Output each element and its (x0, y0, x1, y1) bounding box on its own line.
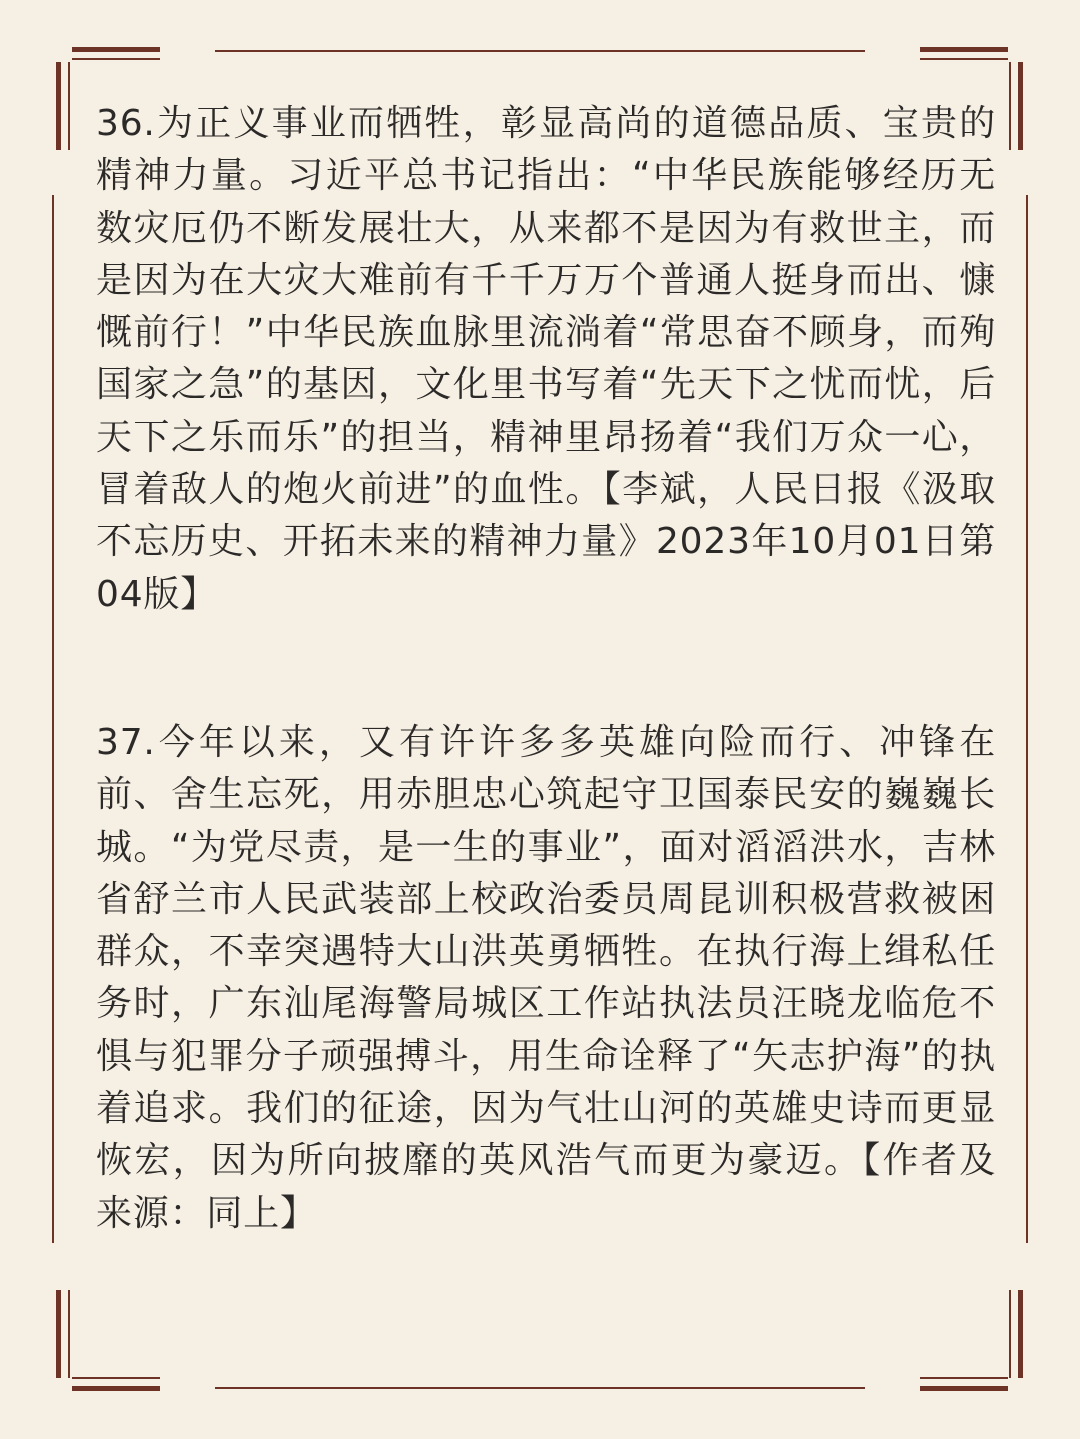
corner-top-left-inner-h (72, 58, 160, 60)
corner-top-right-outer-v (1018, 62, 1023, 150)
corner-bottom-right-inner-h (920, 1377, 1008, 1379)
frame-right-rule (1026, 195, 1028, 1243)
paragraph-37 (96, 717, 996, 1240)
paragraph-text: 为正义事业而牺牲，彰显高尚的道德品质、宝贵的精神力量。习近平总书记指出：“中华民族能够经历无数灾厄仍不断发展壮大，从来都不是因为有救世主，而是因为在大灾大难前有千千万万个普通人挺身而出、慷慨前行！”中华民族血脉里流淌着“常思奋不顾身，而殉国家之急”的基因，文化里书写着“先天下之忧而忧，后天下之乐而乐”的担当，精神里昂扬着“我们万众一心，冒着敌人的炮火前进”的血性。【李斌，人民日报《汲取不忘历史、开拓未来的精神力量》2023年10月01日第04版】 (96, 103, 996, 615)
corner-bottom-right-outer-v (1018, 1290, 1023, 1378)
corner-top-right-inner-h (920, 58, 1008, 60)
frame-left-rule (52, 195, 54, 1243)
corner-bottom-left-outer-h (72, 1386, 160, 1391)
paragraph-text: 今年以来，又有许许多多英雄向险而行、冲锋在前、舍生忘死，用赤胆忠心筑起守卫国泰民安的巍巍长城。“为党尽责，是一生的事业”，面对滔滔洪水，吉林省舒兰市人民武装部上校政治委员周昆训积极营救被困群众，不幸突遇特大山洪英勇牺牲。在执行海上缉私任务时，广东汕尾海警局城区工作站执法员汪晓龙临危不惧与犯罪分子顽强搏斗，用生命诠释了“矢志护海”的执着追求。我们的征途，因为气壮山河的英雄史诗而更显恢宏，因为所向披靡的英风浩气而更为豪迈。【作者及来源：同上】 (96, 721, 996, 1234)
paragraph-number: 37. (96, 721, 156, 763)
corner-top-left-outer-h (72, 47, 160, 52)
paragraph-number: 36. (96, 103, 156, 144)
corner-bottom-left-inner-h (72, 1377, 160, 1379)
frame-top-rule (215, 50, 865, 52)
corner-top-right-outer-h (920, 47, 1008, 52)
corner-bottom-left-outer-v (56, 1290, 61, 1378)
corner-top-right-inner-v (1009, 62, 1011, 150)
article-content (96, 98, 996, 1240)
corner-top-left-inner-v (68, 62, 70, 150)
corner-bottom-left-inner-v (68, 1290, 70, 1378)
corner-bottom-right-outer-h (920, 1386, 1008, 1391)
frame-bottom-rule (215, 1387, 865, 1389)
corner-bottom-right-inner-v (1009, 1290, 1011, 1378)
paragraph-36 (96, 98, 996, 621)
corner-top-left-outer-v (56, 62, 61, 150)
